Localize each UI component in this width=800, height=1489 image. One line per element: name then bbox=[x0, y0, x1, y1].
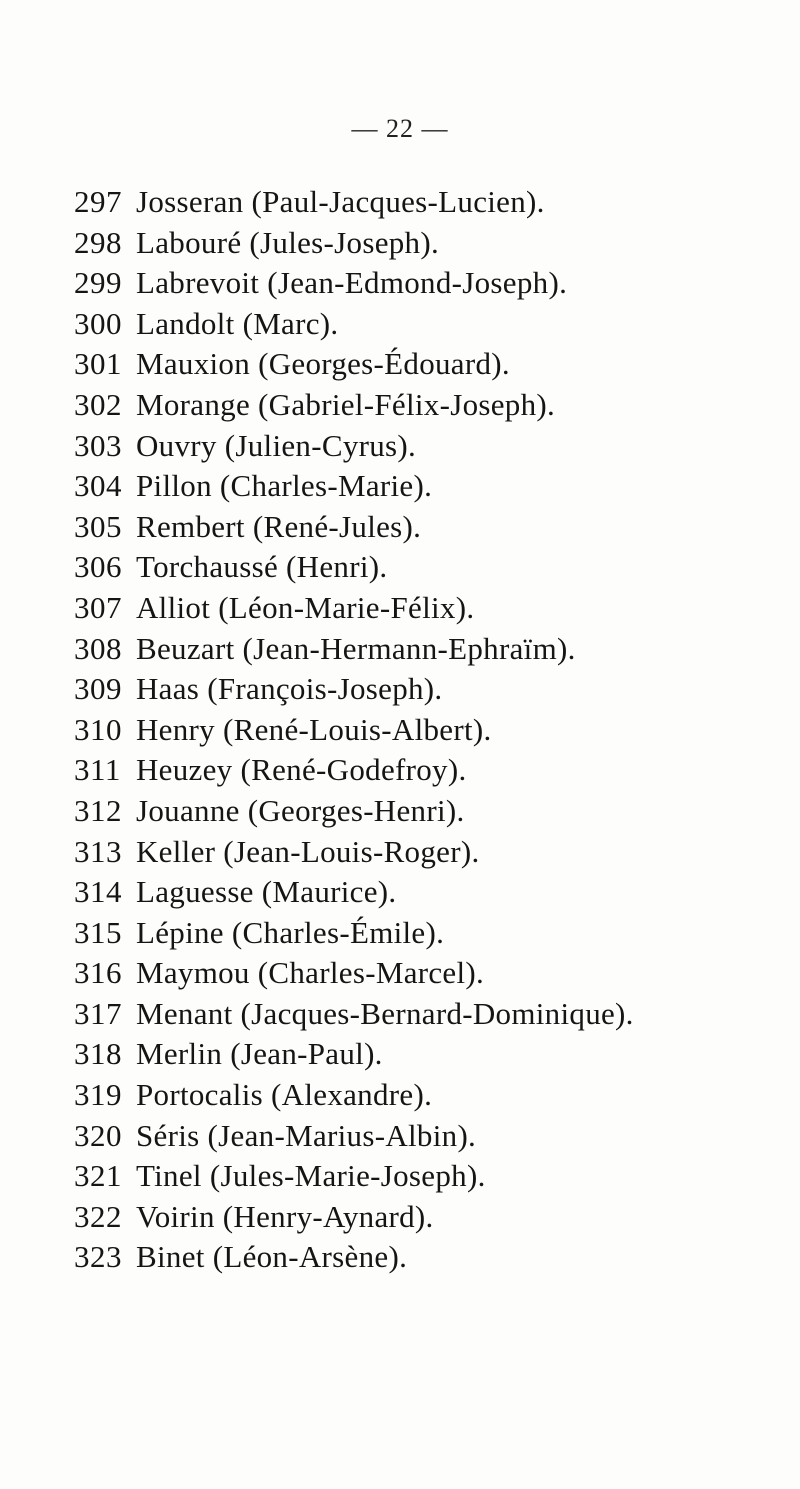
list-item bbox=[74, 791, 634, 832]
entry-name: Voirin (Henry-Aynard). bbox=[136, 1198, 434, 1234]
entry-name: Mauxion (Georges-Édouard). bbox=[136, 346, 510, 382]
entry-list bbox=[74, 182, 634, 1278]
entry-number: 320 bbox=[74, 1117, 122, 1153]
list-item bbox=[74, 588, 634, 629]
entry-number: 315 bbox=[74, 914, 122, 950]
entry-number: 317 bbox=[74, 995, 122, 1031]
list-item bbox=[74, 1116, 634, 1157]
entry-name: Beuzart (Jean-Hermann-Ephraïm). bbox=[136, 630, 576, 666]
entry-name: Josseran (Paul-Jacques-Lucien). bbox=[136, 184, 545, 219]
list-item bbox=[74, 1156, 634, 1197]
entry-name: Séris (Jean-Marius-Albin). bbox=[136, 1117, 477, 1153]
list-item bbox=[74, 953, 634, 994]
list-item bbox=[74, 710, 634, 751]
entry-number: 312 bbox=[74, 792, 122, 828]
list-item bbox=[74, 872, 634, 913]
entry-number: 297 bbox=[74, 184, 122, 219]
list-item bbox=[74, 182, 634, 223]
entry-name: Alliot (Léon-Marie-Félix). bbox=[136, 589, 475, 625]
list-item bbox=[74, 223, 634, 264]
entry-name: Merlin (Jean-Paul). bbox=[136, 1036, 383, 1072]
entry-name: Lépine (Charles-Émile). bbox=[136, 914, 445, 950]
list-item bbox=[74, 750, 634, 791]
list-item bbox=[74, 426, 634, 467]
entry-number: 307 bbox=[74, 589, 122, 625]
entry-number: 299 bbox=[74, 265, 122, 301]
entry-name: Labouré (Jules-Joseph). bbox=[136, 224, 440, 260]
entry-number: 313 bbox=[74, 833, 122, 869]
list-item bbox=[74, 304, 634, 345]
entry-number: 323 bbox=[74, 1239, 122, 1275]
entry-name: Menant (Jacques-Bernard-Dominique). bbox=[136, 995, 634, 1031]
entry-number: 304 bbox=[74, 468, 122, 504]
list-item bbox=[74, 913, 634, 954]
list-item bbox=[74, 1075, 634, 1116]
list-item bbox=[74, 466, 634, 507]
entry-number: 302 bbox=[74, 386, 122, 422]
entry-name: Morange (Gabriel-Félix-Joseph). bbox=[136, 386, 556, 422]
entry-name: Haas (François-Joseph). bbox=[136, 671, 443, 707]
entry-name: Laguesse (Maurice). bbox=[136, 874, 397, 910]
entry-number: 303 bbox=[74, 427, 122, 463]
entry-number: 319 bbox=[74, 1077, 122, 1113]
entry-name: Ouvry (Julien-Cyrus). bbox=[136, 427, 417, 463]
entry-name: Heuzey (René-Godefroy). bbox=[136, 752, 467, 788]
entry-number: 305 bbox=[74, 508, 122, 544]
entry-name: Labrevoit (Jean-Edmond-Joseph). bbox=[136, 265, 568, 301]
entry-number: 300 bbox=[74, 305, 122, 341]
list-item bbox=[74, 994, 634, 1035]
page-number: — 22 — bbox=[351, 114, 449, 143]
entry-number: 322 bbox=[74, 1198, 122, 1234]
entry-number: 316 bbox=[74, 955, 122, 991]
list-item bbox=[74, 507, 634, 548]
entry-number: 298 bbox=[74, 224, 122, 260]
entry-name: Keller (Jean-Louis-Roger). bbox=[136, 833, 480, 869]
list-item bbox=[74, 1197, 634, 1238]
entry-name: Portocalis (Alexandre). bbox=[136, 1077, 433, 1113]
entry-number: 306 bbox=[74, 549, 122, 585]
entry-number: 321 bbox=[74, 1158, 122, 1194]
entry-number: 318 bbox=[74, 1036, 122, 1072]
entry-number: 309 bbox=[74, 671, 122, 707]
list-item bbox=[74, 344, 634, 385]
entry-name: Binet (Léon-Arsène). bbox=[136, 1239, 408, 1275]
entry-number: 301 bbox=[74, 346, 122, 382]
list-item bbox=[74, 547, 634, 588]
entry-name: Rembert (René-Jules). bbox=[136, 508, 422, 544]
entry-name: Pillon (Charles-Marie). bbox=[136, 468, 433, 504]
entry-number: 308 bbox=[74, 630, 122, 666]
entry-number: 314 bbox=[74, 874, 122, 910]
entry-name: Landolt (Marc). bbox=[136, 305, 339, 341]
entry-name: Tinel (Jules-Marie-Joseph). bbox=[136, 1158, 486, 1194]
list-item bbox=[74, 385, 634, 426]
entry-number: 311 bbox=[74, 752, 121, 788]
entry-number: 310 bbox=[74, 711, 122, 747]
entry-name: Henry (René-Louis-Albert). bbox=[136, 711, 492, 747]
list-item bbox=[74, 629, 634, 670]
entry-name: Torchaussé (Henri). bbox=[136, 549, 388, 585]
list-item bbox=[74, 669, 634, 710]
list-item bbox=[74, 1237, 634, 1278]
list-item bbox=[74, 1034, 634, 1075]
list-item bbox=[74, 263, 634, 304]
list-item bbox=[74, 832, 634, 873]
entry-name: Maymou (Charles-Marcel). bbox=[136, 955, 485, 991]
entry-name: Jouanne (Georges-Henri). bbox=[136, 792, 465, 828]
